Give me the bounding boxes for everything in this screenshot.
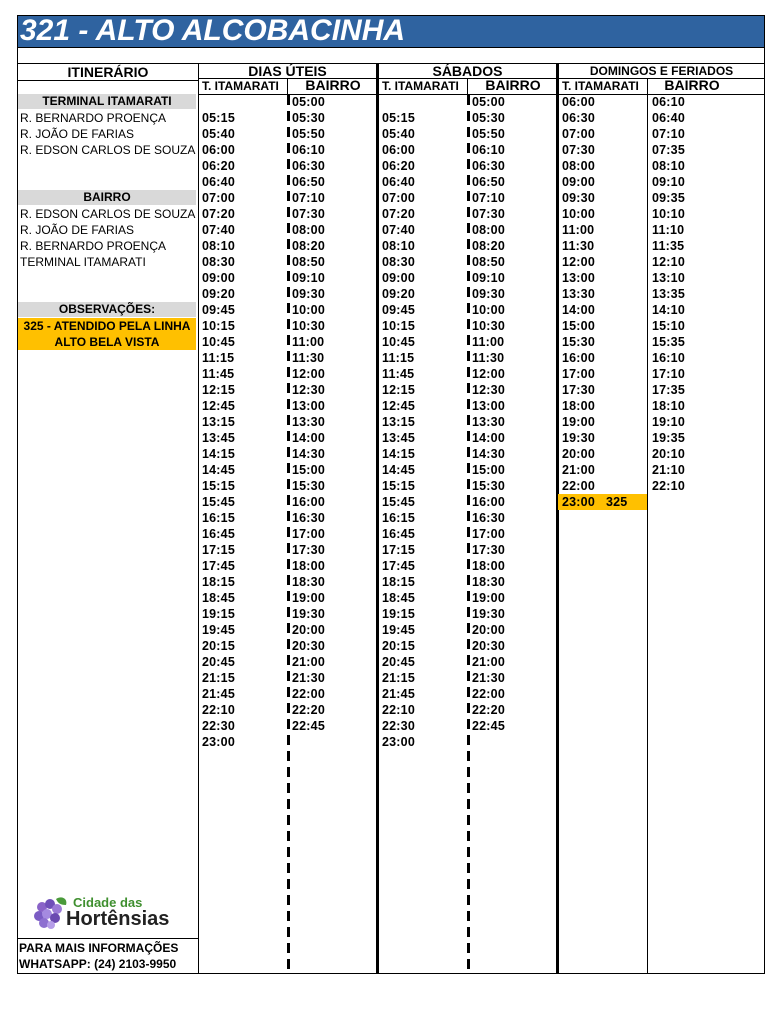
weekdays-bairro-time: 22:00 bbox=[292, 687, 325, 701]
weekdays-bairro-time: 08:50 bbox=[292, 255, 325, 269]
weekdays-terminal-time: 16:15 bbox=[202, 511, 235, 525]
weekdays-terminal-time: 12:15 bbox=[202, 383, 235, 397]
weekdays-bairro-time: 22:20 bbox=[292, 703, 325, 717]
weekdays-bairro-time: 17:00 bbox=[292, 527, 325, 541]
weekdays-bairro-time: 20:00 bbox=[292, 623, 325, 637]
weekdays-bairro-time: 18:30 bbox=[292, 575, 325, 589]
saturdays-terminal-time: 20:15 bbox=[382, 639, 415, 653]
logo-text-main: Hortênsias bbox=[66, 908, 170, 930]
weekdays-terminal-time: 22:10 bbox=[202, 703, 235, 717]
sundays-terminal-time: 09:00 bbox=[562, 175, 595, 189]
weekdays-terminal-time: 13:45 bbox=[202, 431, 235, 445]
itinerary-header: ITINERÁRIO bbox=[67, 64, 149, 80]
saturdays-bairro-col: BAIRRO bbox=[485, 77, 541, 93]
saturdays-terminal-time: 14:15 bbox=[382, 447, 415, 461]
saturdays-bairro-time: 18:30 bbox=[472, 575, 505, 589]
saturdays-bairro-time: 21:00 bbox=[472, 655, 505, 669]
weekdays-saturdays-divider bbox=[376, 63, 379, 974]
observation-line: ALTO BELA VISTA bbox=[18, 334, 196, 350]
sundays-bairro-time: 14:10 bbox=[652, 303, 685, 317]
sundays-terminal-time: 06:30 bbox=[562, 111, 595, 125]
sundays-terminal-time: 18:00 bbox=[562, 399, 595, 413]
sundays-terminal-col: T. ITAMARATI bbox=[562, 79, 639, 93]
weekdays-bairro-time: 05:30 bbox=[292, 111, 325, 125]
weekdays-terminal-time: 07:00 bbox=[202, 191, 235, 205]
saturdays-terminal-time: 10:15 bbox=[382, 319, 415, 333]
sundays-bairro-time: 20:10 bbox=[652, 447, 685, 461]
saturdays-terminal-time: 19:15 bbox=[382, 607, 415, 621]
itinerary-stop: R. BERNARDO PROENÇA bbox=[20, 111, 167, 125]
weekdays-terminal-time: 19:15 bbox=[202, 607, 235, 621]
itinerary-stop: TERMINAL ITAMARATI bbox=[20, 255, 146, 269]
saturdays-terminal-time: 13:45 bbox=[382, 431, 415, 445]
sundays-bairro-time: 11:10 bbox=[652, 223, 685, 237]
saturdays-bairro-time: 10:00 bbox=[472, 303, 505, 317]
sundays-terminal-time: 11:30 bbox=[562, 239, 595, 253]
saturdays-bairro-time: 14:30 bbox=[472, 447, 505, 461]
saturdays-bairro-time: 10:30 bbox=[472, 319, 505, 333]
saturdays-header: SÁBADOS bbox=[432, 63, 503, 79]
sundays-terminal-time: 15:00 bbox=[562, 319, 595, 333]
saturdays-bairro-time: 14:00 bbox=[472, 431, 505, 445]
weekdays-dashed-divider bbox=[287, 95, 290, 974]
sundays-bairro-time: 17:35 bbox=[652, 383, 685, 397]
sundays-terminal-time: 07:00 bbox=[562, 127, 595, 141]
weekdays-bairro-time: 14:30 bbox=[292, 447, 325, 461]
hydrangea-logo-icon bbox=[30, 893, 70, 933]
weekdays-terminal-time: 22:30 bbox=[202, 719, 235, 733]
weekdays-terminal-time: 12:45 bbox=[202, 399, 235, 413]
saturdays-bairro-time: 09:30 bbox=[472, 287, 505, 301]
sundays-terminal-time: 22:00 bbox=[562, 479, 595, 493]
weekdays-terminal-time: 14:45 bbox=[202, 463, 235, 477]
weekdays-terminal-time: 07:20 bbox=[202, 207, 235, 221]
saturdays-bairro-time: 19:00 bbox=[472, 591, 505, 605]
weekdays-terminal-time: 10:15 bbox=[202, 319, 235, 333]
weekdays-terminal-time: 09:45 bbox=[202, 303, 235, 317]
weekdays-bairro-time: 18:00 bbox=[292, 559, 325, 573]
title-divider bbox=[18, 47, 764, 48]
weekdays-bairro-time: 10:30 bbox=[292, 319, 325, 333]
weekdays-terminal-time: 18:15 bbox=[202, 575, 235, 589]
saturdays-terminal-time: 08:10 bbox=[382, 239, 415, 253]
weekdays-bairro-time: 06:30 bbox=[292, 159, 325, 173]
weekdays-bairro-time: 09:10 bbox=[292, 271, 325, 285]
saturdays-terminal-time: 07:00 bbox=[382, 191, 415, 205]
weekdays-bairro-time: 15:00 bbox=[292, 463, 325, 477]
saturdays-bairro-time: 15:30 bbox=[472, 479, 505, 493]
saturdays-terminal-time: 15:15 bbox=[382, 479, 415, 493]
observations-header: OBSERVAÇÕES: bbox=[18, 302, 196, 317]
saturdays-dashed-divider bbox=[467, 95, 470, 974]
weekdays-terminal-time: 06:00 bbox=[202, 143, 235, 157]
saturdays-bairro-time: 08:50 bbox=[472, 255, 505, 269]
saturdays-terminal-time: 05:15 bbox=[382, 111, 415, 125]
sundays-bairro-time: 19:35 bbox=[652, 431, 685, 445]
sundays-bairro-time: 07:35 bbox=[652, 143, 685, 157]
weekdays-terminal-time: 09:20 bbox=[202, 287, 235, 301]
saturdays-terminal-time: 18:45 bbox=[382, 591, 415, 605]
sundays-bairro-time: 07:10 bbox=[652, 127, 685, 141]
sundays-bairro-time: 22:10 bbox=[652, 479, 685, 493]
saturdays-terminal-time: 21:15 bbox=[382, 671, 415, 685]
sundays-bairro-time: 21:10 bbox=[652, 463, 685, 477]
sundays-bairro-time: 16:10 bbox=[652, 351, 685, 365]
weekdays-terminal-time: 16:45 bbox=[202, 527, 235, 541]
sundays-terminal-time: 13:00 bbox=[562, 271, 595, 285]
saturdays-terminal-time: 10:45 bbox=[382, 335, 415, 349]
itinerary-stop: R. EDSON CARLOS DE SOUZA bbox=[20, 143, 196, 157]
weekdays-bairro-time: 14:00 bbox=[292, 431, 325, 445]
saturdays-terminal-time: 22:10 bbox=[382, 703, 415, 717]
sundays-terminal-time: 17:30 bbox=[562, 383, 595, 397]
sundays-bairro-time: 17:10 bbox=[652, 367, 685, 381]
saturdays-terminal-time: 16:15 bbox=[382, 511, 415, 525]
saturdays-terminal-time: 09:00 bbox=[382, 271, 415, 285]
saturdays-terminal-time: 17:15 bbox=[382, 543, 415, 557]
itinerary-stop: R. JOÃO DE FARIAS bbox=[20, 127, 135, 141]
sundays-bairro-time: 09:10 bbox=[652, 175, 685, 189]
weekdays-header: DIAS ÚTEIS bbox=[248, 63, 327, 79]
sundays-column-divider bbox=[647, 78, 648, 974]
footer-whatsapp: WHATSAPP: (24) 2103-9950 bbox=[19, 957, 177, 971]
saturdays-terminal-time: 14:45 bbox=[382, 463, 415, 477]
weekdays-bairro-time: 12:30 bbox=[292, 383, 325, 397]
saturdays-terminal-time: 07:20 bbox=[382, 207, 415, 221]
page-title: 321 - ALTO ALCOBACINHA bbox=[20, 14, 406, 47]
saturdays-terminal-time: 08:30 bbox=[382, 255, 415, 269]
sundays-header: DOMINGOS E FERIADOS bbox=[589, 64, 734, 78]
saturdays-bairro-time: 12:30 bbox=[472, 383, 505, 397]
saturdays-terminal-time: 13:15 bbox=[382, 415, 415, 429]
saturdays-terminal-col: T. ITAMARATI bbox=[382, 79, 459, 93]
saturdays-bairro-time: 05:00 bbox=[472, 95, 505, 109]
saturdays-bairro-time: 21:30 bbox=[472, 671, 505, 685]
weekdays-terminal-time: 07:40 bbox=[202, 223, 235, 237]
saturdays-terminal-time: 20:45 bbox=[382, 655, 415, 669]
weekdays-bairro-time: 20:30 bbox=[292, 639, 325, 653]
weekdays-terminal-time: 17:15 bbox=[202, 543, 235, 557]
sundays-terminal-time: 13:30 bbox=[562, 287, 595, 301]
saturdays-bairro-time: 06:30 bbox=[472, 159, 505, 173]
saturdays-terminal-time: 16:45 bbox=[382, 527, 415, 541]
weekdays-bairro-time: 15:30 bbox=[292, 479, 325, 493]
itinerary-terminal-header: TERMINAL ITAMARATI bbox=[18, 94, 196, 109]
observation-line: 325 - ATENDIDO PELA LINHA bbox=[18, 318, 196, 334]
saturdays-bairro-time: 13:00 bbox=[472, 399, 505, 413]
saturdays-bairro-time: 20:00 bbox=[472, 623, 505, 637]
weekdays-terminal-time: 15:45 bbox=[202, 495, 235, 509]
weekdays-terminal-time: 15:15 bbox=[202, 479, 235, 493]
sundays-terminal-time: 19:00 bbox=[562, 415, 595, 429]
saturdays-terminal-time: 18:15 bbox=[382, 575, 415, 589]
sundays-terminal-time: 16:00 bbox=[562, 351, 595, 365]
sundays-terminal-time: 21:00 bbox=[562, 463, 595, 477]
weekdays-terminal-time: 18:45 bbox=[202, 591, 235, 605]
weekdays-subheader-divider bbox=[287, 78, 288, 95]
weekdays-bairro-time: 07:30 bbox=[292, 207, 325, 221]
saturdays-terminal-time: 06:20 bbox=[382, 159, 415, 173]
footer-info: PARA MAIS INFORMAÇÕES bbox=[19, 941, 179, 955]
weekdays-bairro-time: 08:20 bbox=[292, 239, 325, 253]
saturdays-terminal-time: 19:45 bbox=[382, 623, 415, 637]
saturdays-bairro-time: 07:30 bbox=[472, 207, 505, 221]
saturdays-terminal-time: 12:15 bbox=[382, 383, 415, 397]
saturdays-bairro-time: 13:30 bbox=[472, 415, 505, 429]
sundays-terminal-time: 12:00 bbox=[562, 255, 595, 269]
sundays-bairro-time: 11:35 bbox=[652, 239, 685, 253]
weekdays-bairro-time: 07:10 bbox=[292, 191, 325, 205]
weekdays-terminal-time: 11:15 bbox=[202, 351, 235, 365]
weekdays-bairro-time: 09:30 bbox=[292, 287, 325, 301]
sundays-terminal-time: 07:30 bbox=[562, 143, 595, 157]
saturdays-bairro-time: 22:20 bbox=[472, 703, 505, 717]
weekdays-bairro-time: 19:30 bbox=[292, 607, 325, 621]
sundays-terminal-time: 20:00 bbox=[562, 447, 595, 461]
saturdays-bairro-time: 20:30 bbox=[472, 639, 505, 653]
sundays-terminal-time: 08:00 bbox=[562, 159, 595, 173]
sundays-bairro-time: 13:10 bbox=[652, 271, 685, 285]
weekdays-bairro-time: 13:30 bbox=[292, 415, 325, 429]
sundays-bairro-time: 12:10 bbox=[652, 255, 685, 269]
saturdays-bairro-time: 07:10 bbox=[472, 191, 505, 205]
saturdays-terminal-time: 22:30 bbox=[382, 719, 415, 733]
saturdays-terminal-time: 23:00 bbox=[382, 735, 415, 749]
saturdays-bairro-time: 08:00 bbox=[472, 223, 505, 237]
saturdays-bairro-time: 18:00 bbox=[472, 559, 505, 573]
logo-text-top: Cidade das bbox=[73, 895, 143, 910]
weekdays-bairro-time: 16:00 bbox=[292, 495, 325, 509]
weekdays-bairro-time: 11:30 bbox=[292, 351, 325, 365]
saturdays-terminal-time: 07:40 bbox=[382, 223, 415, 237]
saturdays-terminal-time: 15:45 bbox=[382, 495, 415, 509]
saturdays-terminal-time: 17:45 bbox=[382, 559, 415, 573]
weekdays-terminal-time: 05:40 bbox=[202, 127, 235, 141]
itinerary-bairro-header: BAIRRO bbox=[18, 190, 196, 205]
saturdays-terminal-time: 12:45 bbox=[382, 399, 415, 413]
saturdays-terminal-time: 05:40 bbox=[382, 127, 415, 141]
saturdays-bairro-time: 19:30 bbox=[472, 607, 505, 621]
weekdays-terminal-time: 08:10 bbox=[202, 239, 235, 253]
itinerary-stop: R. JOÃO DE FARIAS bbox=[20, 223, 135, 237]
weekdays-bairro-time: 21:00 bbox=[292, 655, 325, 669]
saturdays-bairro-time: 12:00 bbox=[472, 367, 505, 381]
sundays-terminal-time: 14:00 bbox=[562, 303, 595, 317]
weekdays-bairro-time: 10:00 bbox=[292, 303, 325, 317]
sundays-terminal-time: 11:00 bbox=[562, 223, 595, 237]
sundays-bairro-time: 15:10 bbox=[652, 319, 685, 333]
weekdays-terminal-time: 09:00 bbox=[202, 271, 235, 285]
weekdays-bairro-time: 11:00 bbox=[292, 335, 325, 349]
weekdays-bairro-time: 16:30 bbox=[292, 511, 325, 525]
weekdays-bairro-time: 21:30 bbox=[292, 671, 325, 685]
weekdays-terminal-time: 21:15 bbox=[202, 671, 235, 685]
weekdays-terminal-time: 14:15 bbox=[202, 447, 235, 461]
weekdays-terminal-time: 08:30 bbox=[202, 255, 235, 269]
sundays-bairro-time: 19:10 bbox=[652, 415, 685, 429]
sundays-terminal-time: 15:30 bbox=[562, 335, 595, 349]
weekdays-bairro-time: 06:10 bbox=[292, 143, 325, 157]
saturdays-bairro-time: 16:30 bbox=[472, 511, 505, 525]
weekdays-terminal-time: 17:45 bbox=[202, 559, 235, 573]
weekdays-bairro-time: 17:30 bbox=[292, 543, 325, 557]
saturdays-terminal-time: 06:40 bbox=[382, 175, 415, 189]
saturdays-sundays-divider bbox=[556, 63, 559, 974]
saturdays-bairro-time: 17:30 bbox=[472, 543, 505, 557]
weekdays-bairro-time: 19:00 bbox=[292, 591, 325, 605]
sundays-bairro-time: 10:10 bbox=[652, 207, 685, 221]
saturdays-bairro-time: 05:30 bbox=[472, 111, 505, 125]
itinerary-divider bbox=[198, 63, 199, 974]
saturdays-bairro-time: 06:50 bbox=[472, 175, 505, 189]
sundays-bairro-time: 06:40 bbox=[652, 111, 685, 125]
weekdays-bairro-time: 05:50 bbox=[292, 127, 325, 141]
itinerary-stop: R. BERNARDO PROENÇA bbox=[20, 239, 167, 253]
weekdays-terminal-time: 13:15 bbox=[202, 415, 235, 429]
sundays-terminal-time: 17:00 bbox=[562, 367, 595, 381]
saturdays-terminal-time: 11:15 bbox=[382, 351, 415, 365]
saturdays-bairro-time: 16:00 bbox=[472, 495, 505, 509]
weekdays-bairro-time: 13:00 bbox=[292, 399, 325, 413]
weekdays-terminal-time: 06:40 bbox=[202, 175, 235, 189]
footer-rule bbox=[18, 938, 198, 939]
saturdays-bairro-time: 11:00 bbox=[472, 335, 505, 349]
saturdays-bairro-time: 15:00 bbox=[472, 463, 505, 477]
saturdays-terminal-time: 06:00 bbox=[382, 143, 415, 157]
weekdays-terminal-time: 06:20 bbox=[202, 159, 235, 173]
saturdays-bairro-time: 09:10 bbox=[472, 271, 505, 285]
saturdays-bairro-time: 22:45 bbox=[472, 719, 505, 733]
sundays-terminal-time: 10:00 bbox=[562, 207, 595, 221]
sundays-bairro-time: 15:35 bbox=[652, 335, 685, 349]
saturdays-bairro-time: 11:30 bbox=[472, 351, 505, 365]
sundays-bairro-time: 09:35 bbox=[652, 191, 685, 205]
sundays-terminal-time: 23:00 325 bbox=[558, 494, 647, 510]
weekdays-terminal-time: 10:45 bbox=[202, 335, 235, 349]
weekdays-bairro-time: 05:00 bbox=[292, 95, 325, 109]
saturdays-bairro-time: 22:00 bbox=[472, 687, 505, 701]
weekdays-terminal-col: T. ITAMARATI bbox=[202, 79, 279, 93]
saturdays-terminal-time: 09:20 bbox=[382, 287, 415, 301]
weekdays-bairro-time: 22:45 bbox=[292, 719, 325, 733]
saturdays-terminal-time: 21:45 bbox=[382, 687, 415, 701]
saturdays-bairro-time: 08:20 bbox=[472, 239, 505, 253]
saturdays-terminal-time: 09:45 bbox=[382, 303, 415, 317]
weekdays-terminal-time: 11:45 bbox=[202, 367, 235, 381]
weekdays-terminal-time: 23:00 bbox=[202, 735, 235, 749]
weekdays-terminal-time: 19:45 bbox=[202, 623, 235, 637]
sundays-bairro-time: 06:10 bbox=[652, 95, 685, 109]
weekdays-terminal-time: 21:45 bbox=[202, 687, 235, 701]
sundays-bairro-time: 13:35 bbox=[652, 287, 685, 301]
sundays-terminal-time: 09:30 bbox=[562, 191, 595, 205]
weekdays-bairro-time: 12:00 bbox=[292, 367, 325, 381]
saturdays-subheader-divider bbox=[467, 78, 468, 95]
sundays-bairro-time: 18:10 bbox=[652, 399, 685, 413]
sundays-bairro-time: 08:10 bbox=[652, 159, 685, 173]
saturdays-bairro-time: 05:50 bbox=[472, 127, 505, 141]
saturdays-bairro-time: 17:00 bbox=[472, 527, 505, 541]
sundays-terminal-time: 19:30 bbox=[562, 431, 595, 445]
weekdays-terminal-time: 20:45 bbox=[202, 655, 235, 669]
weekdays-terminal-time: 05:15 bbox=[202, 111, 235, 125]
weekdays-bairro-col: BAIRRO bbox=[305, 77, 361, 93]
itinerary-stop: R. EDSON CARLOS DE SOUZA bbox=[20, 207, 196, 221]
saturdays-terminal-time: 11:45 bbox=[382, 367, 415, 381]
sundays-bairro-col: BAIRRO bbox=[664, 77, 720, 93]
weekdays-bairro-time: 08:00 bbox=[292, 223, 325, 237]
itinerary-header-rule bbox=[18, 80, 198, 81]
saturdays-bairro-time: 06:10 bbox=[472, 143, 505, 157]
weekdays-terminal-time: 20:15 bbox=[202, 639, 235, 653]
weekdays-bairro-time: 06:50 bbox=[292, 175, 325, 189]
sundays-terminal-time: 06:00 bbox=[562, 95, 595, 109]
